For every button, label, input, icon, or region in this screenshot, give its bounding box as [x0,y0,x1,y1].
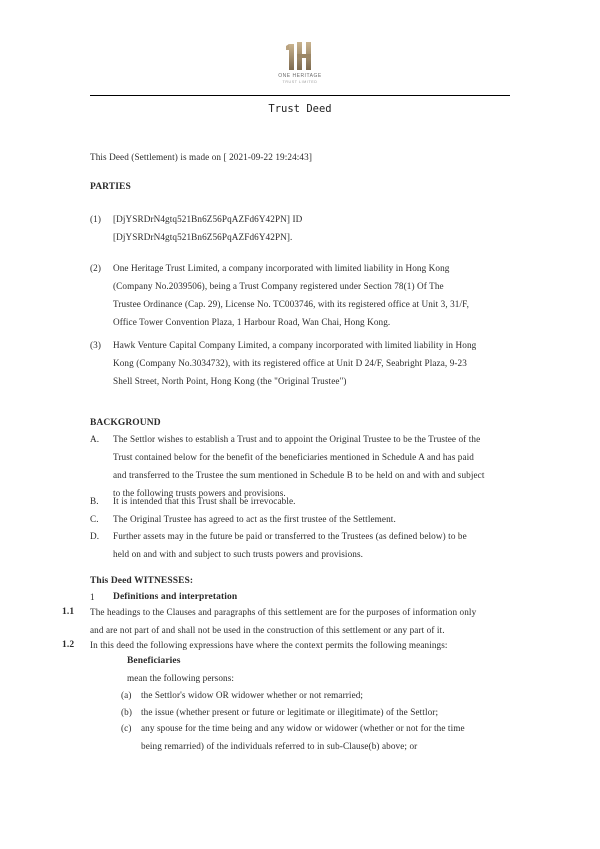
party-line: Hawk Venture Capital Company Limited, a company incorporated with limited liability in Hong [113,340,477,350]
party-line: Office Tower Convention Plaza, 1 Harbour Road, Wan Chai, Hong Kong. [113,317,391,327]
header-rule [90,95,510,96]
party-number: (2) [90,263,102,273]
beneficiary-number: (b) [121,707,133,717]
background-line: The Settlor wishes to establish a Trust and to appoint the Original Trustee to be the Trustee of the [113,434,481,444]
background-letter: B. [90,496,99,506]
beneficiary-line: the Settlor's widow OR widower whether or not remarried; [141,690,364,700]
party-line: [DjYSRDrN4gtq521Bn6Z56PqAZFd6Y42PN]. [113,232,293,242]
logo-brand-line1: ONE HERITAGE [278,73,322,79]
party-line: [DjYSRDrN4gtq521Bn6Z56PqAZFd6Y42PN] ID [113,214,303,224]
party-line: Kong (Company No.3034732), with its registered office at Unit D 24/F, Seabright Plaza, 9-23 [113,358,467,368]
background-letter: D. [90,531,100,541]
section-title: Definitions and interpretation [113,592,238,602]
party-line: One Heritage Trust Limited, a company incorporated with limited liability in Hong Kong [113,263,450,273]
party-number: (1) [90,214,102,224]
beneficiary-line: any spouse for the time being and any widow or widower (whether or not for the time [141,723,465,733]
one-heritage-logo-mark [270,38,330,74]
background-line: to the following trusts powers and provisions. [113,488,286,498]
beneficiary-line: the issue (whether present or future or legitimate or illegitimate) of the Settlor; [141,707,439,717]
beneficiary-number: (a) [121,690,132,700]
background-line: Trust contained below for the benefit of the beneficiaries mentioned in Schedule A and has paid [113,452,474,462]
background-line: and transferred to the Trustee the sum mentioned in Schedule B to be held on and with and subject [113,470,485,480]
background-line: It is intended that this Trust shall be irrevocable. [113,496,296,506]
party-number: (3) [90,340,102,350]
clause-line: The headings to the Clauses and paragraphs of this settlement are for the purposes of information only [90,607,477,617]
parties-heading: PARTIES [90,182,131,192]
clause-line: and are not part of and shall not be used in the construction of this settlement or any part of it. [90,625,445,635]
beneficiary-number: (c) [121,723,132,733]
party-3 [113,336,511,390]
clause-1-1 [90,603,511,639]
intro-line: This Deed (Settlement) is made on [ 2021-09-22 19:24:43] [90,152,312,162]
section-number: 1 [90,592,95,602]
beneficiary-c [141,719,511,755]
background-line: Further assets may in the future be paid or transferred to the Trustees (as defined below) to be [113,531,467,541]
logo-brand-line2: TRUST LIMITED [282,80,318,84]
company-logo [270,38,330,96]
background-letter: A. [90,434,100,444]
clause-line: In this deed the following expressions have where the context permits the following meanings: [90,640,448,650]
background-heading: BACKGROUND [90,418,161,428]
document-title: Trust Deed [268,103,332,115]
background-line: The Original Trustee has agreed to act as the first trustee of the Settlement. [113,514,396,524]
party-1 [113,210,511,246]
background-line: held on and with and subject to such trusts powers and provisions. [113,549,364,559]
clause-number: 1.1 [62,607,75,617]
background-letter: C. [90,514,99,524]
beneficiary-line: being remarried) of the individuals referred to in sub-Clause(b) above; or [141,741,418,751]
party-line: Shell Street, North Point, Hong Kong (the "Original Trustee") [113,376,347,386]
witnesses-heading: This Deed WITNESSES: [90,576,194,586]
beneficiaries-heading: Beneficiaries [127,656,181,666]
party-line: (Company No.2039506), being a Trust Company registered under Section 78(1) Of The [113,281,444,291]
beneficiaries-intro: mean the following persons: [127,673,235,683]
background-item-d [113,527,511,563]
clause-number: 1.2 [62,640,75,650]
party-line: Trustee Ordinance (Cap. 29), License No. TC003746, with its registered office at Unit 3, 31/F, [113,299,470,309]
party-2 [113,259,511,331]
